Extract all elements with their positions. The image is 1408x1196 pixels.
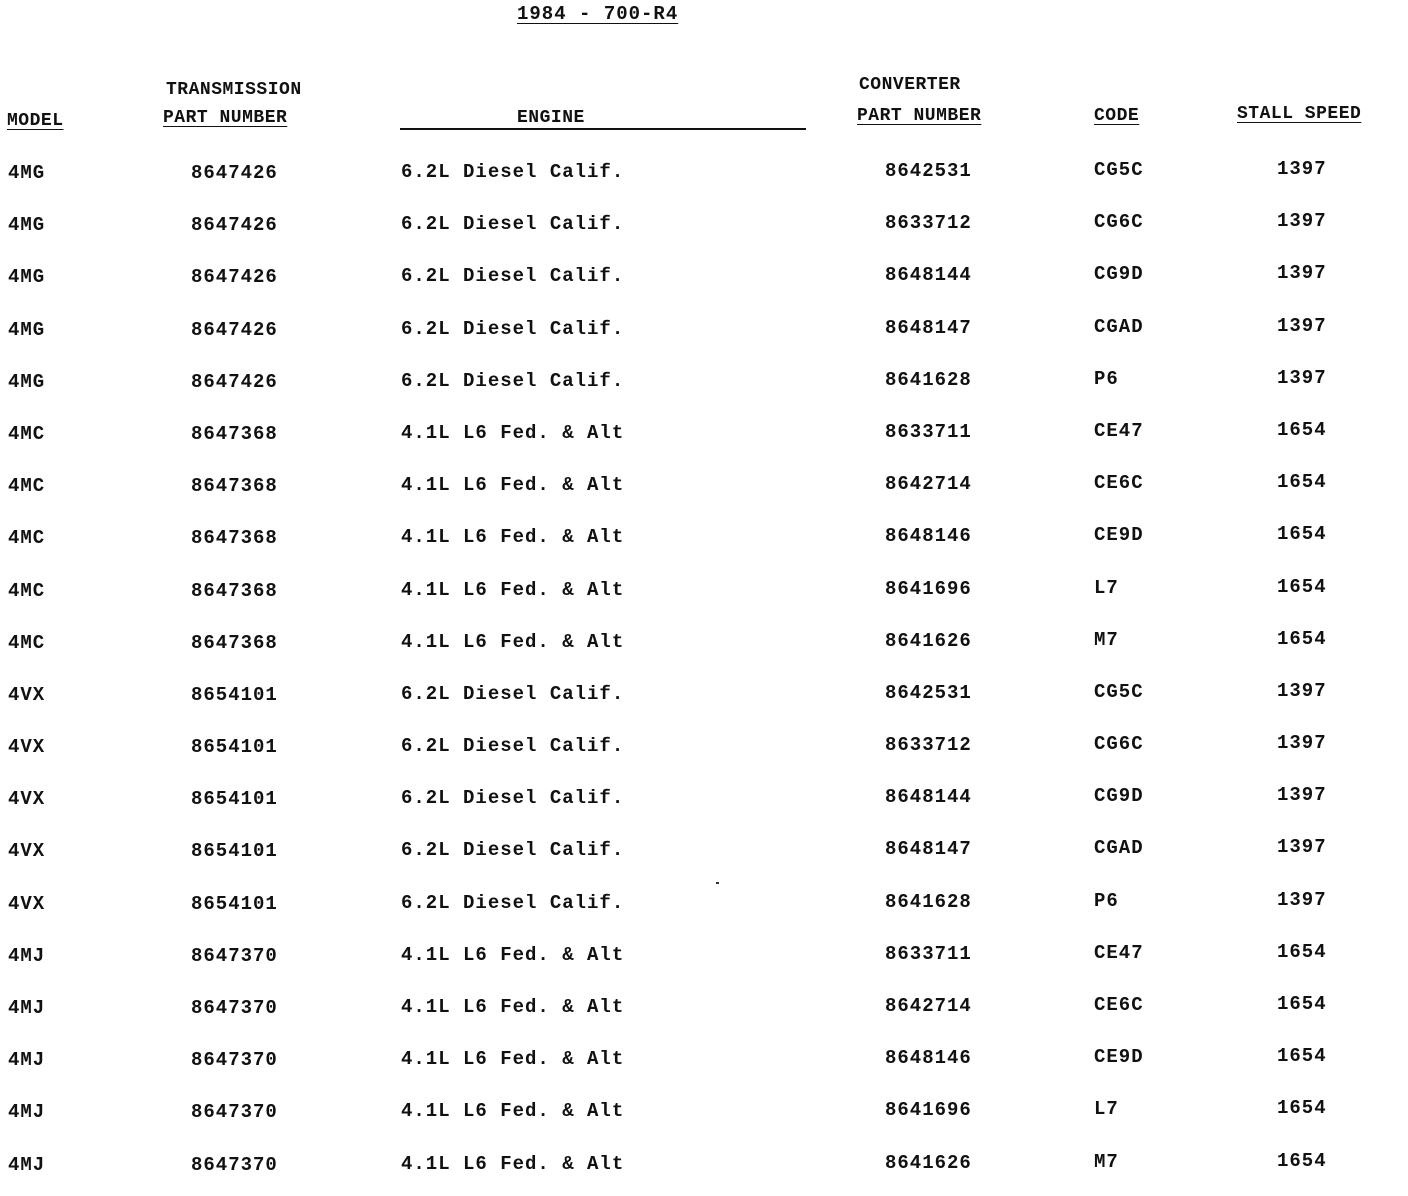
transmission-part-cell: 8647426 — [191, 266, 278, 289]
table-row — [0, 935, 1408, 987]
stall-speed-cell: 1397 — [1277, 158, 1327, 180]
engine-cell: 6.2L Diesel Calif. — [401, 682, 625, 705]
transmission-part-cell: 8647368 — [191, 631, 278, 654]
engine-cell: 4.1L L6 Fed. & Alt — [401, 474, 625, 497]
table-row — [0, 309, 1408, 361]
model-cell: 4VX — [8, 683, 46, 706]
table-row — [0, 1091, 1408, 1143]
document-title: 1984 - 700-R4 — [517, 3, 679, 25]
transmission-part-cell: 8647426 — [191, 370, 278, 393]
header-converter-top: CONVERTER — [859, 75, 961, 95]
converter-part-cell: 8642714 — [885, 995, 972, 1017]
converter-part-cell: 8633711 — [885, 942, 972, 965]
model-cell: 4VX — [8, 840, 46, 863]
transmission-part-cell: 8647426 — [191, 162, 278, 184]
model-cell: 4MJ — [8, 997, 46, 1019]
engine-cell: 6.2L Diesel Calif. — [401, 839, 625, 862]
table-row — [0, 778, 1408, 830]
converter-part-cell: 8641696 — [885, 577, 972, 600]
converter-part-cell: 8641696 — [885, 1099, 972, 1122]
code-cell: CE47 — [1094, 419, 1144, 442]
stall-speed-cell: 1654 — [1277, 1045, 1327, 1068]
code-cell: CE47 — [1094, 941, 1144, 964]
converter-part-cell: 8648147 — [885, 838, 972, 861]
stall-speed-cell: 1397 — [1277, 732, 1327, 755]
stall-speed-cell: 1397 — [1277, 784, 1327, 807]
code-cell: CE6C — [1094, 472, 1144, 495]
code-cell: CE9D — [1094, 1046, 1144, 1069]
engine-cell: 4.1L L6 Fed. & Alt — [401, 630, 625, 653]
stall-speed-cell: 1654 — [1277, 523, 1327, 546]
engine-cell: 6.2L Diesel Calif. — [401, 735, 625, 758]
header-transmission-top: TRANSMISSION — [166, 80, 302, 100]
transmission-part-cell: 8654101 — [191, 683, 278, 706]
transmission-part-cell: 8647370 — [191, 997, 278, 1019]
code-cell: CG9D — [1094, 263, 1144, 286]
model-cell: 4VX — [8, 736, 46, 759]
stall-speed-cell: 1654 — [1277, 627, 1327, 650]
transmission-part-cell: 8647370 — [191, 1049, 278, 1072]
model-cell: 4VX — [8, 892, 46, 915]
converter-part-cell: 8641626 — [885, 1151, 972, 1174]
table-row — [0, 256, 1408, 308]
code-cell: CG6C — [1094, 733, 1144, 756]
transmission-part-cell: 8647426 — [191, 214, 278, 237]
converter-part-cell: 8648144 — [885, 786, 972, 809]
header-converter-bottom: PART NUMBER — [857, 106, 982, 126]
model-cell: 4MG — [8, 318, 46, 341]
stall-speed-cell: 1654 — [1277, 575, 1327, 598]
table-row — [0, 152, 1408, 204]
stall-speed-cell: 1654 — [1277, 418, 1327, 441]
converter-part-cell: 8641628 — [885, 890, 972, 913]
table-row — [0, 517, 1408, 569]
model-cell: 4MC — [8, 475, 46, 498]
code-cell: CG5C — [1094, 159, 1144, 181]
stall-speed-cell: 1397 — [1277, 314, 1327, 337]
code-cell: CG5C — [1094, 680, 1144, 703]
converter-part-cell: 8633712 — [885, 734, 972, 757]
code-cell: L7 — [1094, 1098, 1119, 1121]
table-row — [0, 204, 1408, 256]
transmission-part-cell: 8647368 — [191, 422, 278, 445]
engine-cell: 6.2L Diesel Calif. — [401, 317, 625, 340]
table-row — [0, 1144, 1408, 1196]
model-cell: 4MJ — [8, 1049, 46, 1072]
transmission-part-cell: 8654101 — [191, 736, 278, 759]
model-cell: 4VX — [8, 788, 46, 811]
code-cell: M7 — [1094, 1150, 1119, 1173]
model-cell: 4MJ — [8, 1101, 46, 1124]
converter-part-cell: 8633712 — [885, 212, 972, 235]
stall-speed-cell: 1654 — [1277, 1149, 1327, 1172]
transmission-part-cell: 8654101 — [191, 892, 278, 915]
table-row — [0, 726, 1408, 778]
converter-part-cell: 8642531 — [885, 681, 972, 704]
header-code: CODE — [1094, 106, 1140, 126]
header-model: MODEL — [7, 111, 64, 131]
model-cell: 4MC — [8, 579, 46, 602]
engine-cell: 6.2L Diesel Calif. — [401, 161, 625, 183]
stall-speed-cell: 1397 — [1277, 262, 1327, 285]
code-cell: CGAD — [1094, 837, 1144, 860]
table-row — [0, 1039, 1408, 1091]
table-row — [0, 570, 1408, 622]
transmission-part-cell: 8647368 — [191, 475, 278, 498]
code-cell: CG6C — [1094, 211, 1144, 234]
table-row — [0, 361, 1408, 413]
table-row — [0, 622, 1408, 674]
transmission-part-cell: 8647368 — [191, 579, 278, 602]
engine-cell: 6.2L Diesel Calif. — [401, 265, 625, 288]
code-cell: CE9D — [1094, 524, 1144, 547]
transmission-part-cell: 8647426 — [191, 318, 278, 341]
converter-part-cell: 8641628 — [885, 368, 972, 391]
model-cell: 4MG — [8, 370, 46, 393]
engine-cell: 4.1L L6 Fed. & Alt — [401, 1048, 625, 1071]
code-cell: CE6C — [1094, 994, 1144, 1016]
converter-part-cell: 8642714 — [885, 473, 972, 496]
transmission-part-cell: 8647370 — [191, 944, 278, 967]
engine-cell: 6.2L Diesel Calif. — [401, 891, 625, 914]
header-stall-speed: STALL SPEED — [1237, 104, 1362, 124]
engine-cell: 4.1L L6 Fed. & Alt — [401, 1100, 625, 1123]
stall-speed-cell: 1397 — [1277, 888, 1327, 911]
engine-cell: 6.2L Diesel Calif. — [401, 787, 625, 810]
engine-cell: 4.1L L6 Fed. & Alt — [401, 996, 625, 1018]
stall-speed-cell: 1654 — [1277, 471, 1327, 494]
transmission-part-cell: 8647370 — [191, 1153, 278, 1176]
model-cell: 4MG — [8, 214, 46, 237]
code-cell: M7 — [1094, 628, 1119, 651]
code-cell: P6 — [1094, 367, 1119, 390]
engine-cell: 4.1L L6 Fed. & Alt — [401, 578, 625, 601]
code-cell: P6 — [1094, 889, 1119, 912]
model-cell: 4MJ — [8, 1153, 46, 1176]
converter-part-cell: 8648146 — [885, 525, 972, 548]
converter-part-cell: 8642531 — [885, 160, 972, 182]
engine-cell: 4.1L L6 Fed. & Alt — [401, 943, 625, 966]
data-table — [0, 152, 1408, 1196]
stall-speed-cell: 1397 — [1277, 679, 1327, 702]
engine-cell: 4.1L L6 Fed. & Alt — [401, 526, 625, 549]
scan-speck — [716, 882, 719, 884]
code-cell: L7 — [1094, 576, 1119, 599]
stall-speed-cell: 1654 — [1277, 1097, 1327, 1120]
table-row — [0, 830, 1408, 882]
model-cell: 4MC — [8, 527, 46, 550]
converter-part-cell: 8633711 — [885, 420, 972, 443]
stall-speed-cell: 1654 — [1277, 993, 1327, 1015]
table-row — [0, 883, 1408, 935]
model-cell: 4MC — [8, 631, 46, 654]
engine-header-rule — [400, 128, 806, 130]
table-row — [0, 465, 1408, 517]
model-cell: 4MG — [8, 266, 46, 289]
transmission-part-cell: 8647368 — [191, 527, 278, 550]
converter-part-cell: 8648147 — [885, 316, 972, 339]
stall-speed-cell: 1397 — [1277, 366, 1327, 389]
code-cell: CGAD — [1094, 315, 1144, 338]
model-cell: 4MJ — [8, 944, 46, 967]
header-transmission-bottom: PART NUMBER — [163, 108, 288, 128]
stall-speed-cell: 1397 — [1277, 210, 1327, 233]
transmission-part-cell: 8654101 — [191, 840, 278, 863]
table-row — [0, 413, 1408, 465]
table-row — [0, 674, 1408, 726]
converter-part-cell: 8641626 — [885, 629, 972, 652]
model-cell: 4MG — [8, 162, 46, 184]
transmission-part-cell: 8654101 — [191, 788, 278, 811]
stall-speed-cell: 1654 — [1277, 940, 1327, 963]
converter-part-cell: 8648146 — [885, 1047, 972, 1070]
transmission-part-cell: 8647370 — [191, 1101, 278, 1124]
model-cell: 4MC — [8, 422, 46, 445]
engine-cell: 4.1L L6 Fed. & Alt — [401, 1152, 625, 1175]
engine-cell: 6.2L Diesel Calif. — [401, 369, 625, 392]
code-cell: CG9D — [1094, 785, 1144, 808]
engine-cell: 6.2L Diesel Calif. — [401, 213, 625, 236]
table-row — [0, 987, 1408, 1039]
stall-speed-cell: 1397 — [1277, 836, 1327, 859]
header-engine: ENGINE — [517, 108, 585, 128]
engine-cell: 4.1L L6 Fed. & Alt — [401, 421, 625, 444]
converter-part-cell: 8648144 — [885, 264, 972, 287]
